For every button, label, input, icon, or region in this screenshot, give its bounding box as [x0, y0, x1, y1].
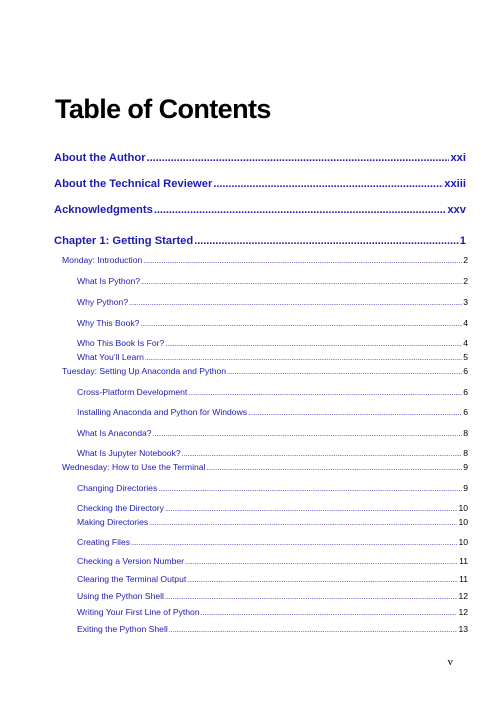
- dot-leader: [145, 351, 462, 365]
- toc-entry-label: What You’ll Learn: [77, 352, 144, 362]
- toc-entry-label: Creating Files: [77, 537, 131, 547]
- toc-entry[interactable]: [77, 385, 468, 400]
- toc-entry[interactable]: [62, 364, 468, 379]
- toc-entry[interactable]: [77, 350, 468, 365]
- toc-entry[interactable]: [62, 253, 468, 268]
- toc-entry-label: Wednesday: How to Use the Terminal: [62, 462, 206, 472]
- toc-entry-page: 8: [463, 448, 468, 458]
- toc-entry-label: Tuesday: Setting Up Anaconda and Python: [62, 366, 227, 376]
- toc-entry[interactable]: [77, 295, 468, 310]
- dot-leader: [187, 573, 458, 587]
- toc-entry-label: Monday: Introduction: [62, 255, 143, 265]
- toc-entry-label: What Is Python?: [77, 276, 141, 286]
- toc-entry[interactable]: [62, 460, 468, 475]
- dot-leader: [169, 623, 458, 637]
- toc-entry[interactable]: [77, 274, 468, 289]
- toc-entry-page: xxi: [450, 152, 466, 164]
- dot-leader: [165, 590, 457, 604]
- toc-entry-label: Checking a Version Number: [77, 556, 184, 566]
- toc-entry-label: About the Author: [54, 152, 146, 164]
- toc-entry[interactable]: [77, 426, 468, 441]
- toc-entry-label: Why Python?: [77, 297, 129, 307]
- toc-entry-page: 11: [459, 574, 468, 584]
- toc-entry-label: Acknowledgments: [54, 204, 153, 216]
- toc-entry[interactable]: [77, 622, 468, 637]
- toc-entry-page: 6: [463, 366, 468, 376]
- toc-entry-label: Making Directories: [77, 517, 149, 527]
- dot-leader: [143, 254, 462, 268]
- toc-entry-page: xxiii: [444, 178, 466, 190]
- dot-leader: [141, 275, 462, 289]
- dot-leader: [201, 606, 458, 620]
- toc-entry[interactable]: [77, 589, 468, 604]
- toc-entry-label: About the Technical Reviewer: [54, 178, 213, 190]
- toc-entry[interactable]: [77, 446, 468, 461]
- dot-leader: [149, 516, 457, 530]
- toc-entry[interactable]: [77, 316, 468, 331]
- dot-leader: [154, 203, 446, 217]
- dot-leader: [248, 406, 462, 420]
- dot-leader: [140, 317, 462, 331]
- toc-entry-label: Installing Anaconda and Python for Windows: [77, 407, 248, 417]
- toc-entry-label: What Is Jupyter Notebook?: [77, 448, 181, 458]
- dot-leader: [206, 461, 462, 475]
- toc-entry-page: 8: [463, 428, 468, 438]
- toc-entry-page: 6: [463, 407, 468, 417]
- dot-leader: [131, 536, 457, 550]
- toc-entry-page: 10: [458, 503, 468, 513]
- toc-entry-page: xxv: [447, 204, 466, 216]
- dot-leader: [227, 365, 462, 379]
- dot-leader: [194, 234, 459, 248]
- toc-entry[interactable]: [77, 405, 468, 420]
- toc-entry-page: 4: [463, 338, 468, 348]
- dot-leader: [129, 296, 462, 310]
- dot-leader: [147, 151, 450, 165]
- toc-entry-page: 9: [463, 462, 468, 472]
- toc-entry-page: 9: [463, 483, 468, 493]
- toc-entry[interactable]: [77, 572, 468, 587]
- toc-entry[interactable]: [77, 515, 468, 530]
- toc-entry-page: 2: [463, 276, 468, 286]
- toc-entry-label: Checking the Directory: [77, 503, 164, 513]
- toc-entry[interactable]: [77, 336, 468, 351]
- toc-entry-page: 12: [458, 591, 468, 601]
- dot-leader: [165, 502, 458, 516]
- toc-entry-page: 10: [458, 517, 468, 527]
- dot-leader: [213, 177, 443, 191]
- dot-leader: [158, 482, 462, 496]
- toc-entry-label: Changing Directories: [77, 483, 158, 493]
- toc-entry[interactable]: [77, 481, 468, 496]
- dot-leader: [153, 427, 463, 441]
- toc-entry-label: Clearing the Terminal Output: [77, 574, 187, 584]
- toc-entry[interactable]: [77, 554, 468, 569]
- toc-entry[interactable]: [54, 234, 466, 248]
- toc-entry-label: Chapter 1: Getting Started: [54, 235, 194, 247]
- dot-leader: [185, 555, 458, 569]
- page-title: Table of Contents: [55, 94, 271, 124]
- toc-entry-page: 1: [459, 235, 466, 247]
- toc-entry[interactable]: [54, 151, 466, 165]
- toc-entry-label: Why This Book?: [77, 318, 140, 328]
- dot-leader: [165, 337, 462, 351]
- toc-entry[interactable]: [77, 535, 468, 550]
- toc-entry-page: 13: [458, 624, 468, 634]
- toc-entry-label: What Is Anaconda?: [77, 428, 152, 438]
- toc-entry-page: 12: [458, 607, 468, 617]
- toc-entry-label: Who This Book Is For?: [77, 338, 165, 348]
- toc-entry-page: 2: [463, 255, 468, 265]
- toc-entry-page: 5: [463, 352, 468, 362]
- toc-entry[interactable]: [77, 605, 468, 620]
- toc-entry-page: 3: [463, 297, 468, 307]
- toc-entry-page: 11: [459, 556, 468, 566]
- toc-entry-page: 10: [458, 537, 468, 547]
- toc-entry[interactable]: [54, 203, 466, 217]
- toc-entry[interactable]: [77, 501, 468, 516]
- toc-entry-label: Using the Python Shell: [77, 591, 164, 601]
- toc-entry-page: 4: [463, 318, 468, 328]
- toc-entry-page: 6: [463, 387, 468, 397]
- toc-entry-label: Exiting the Python Shell: [77, 624, 168, 634]
- dot-leader: [182, 447, 463, 461]
- toc-entry[interactable]: [54, 177, 466, 191]
- page-number: v: [447, 656, 453, 668]
- dot-leader: [188, 386, 462, 400]
- toc-entry-label: Cross-Platform Development: [77, 387, 188, 397]
- toc-entry-label: Writing Your First Line of Python: [77, 607, 200, 617]
